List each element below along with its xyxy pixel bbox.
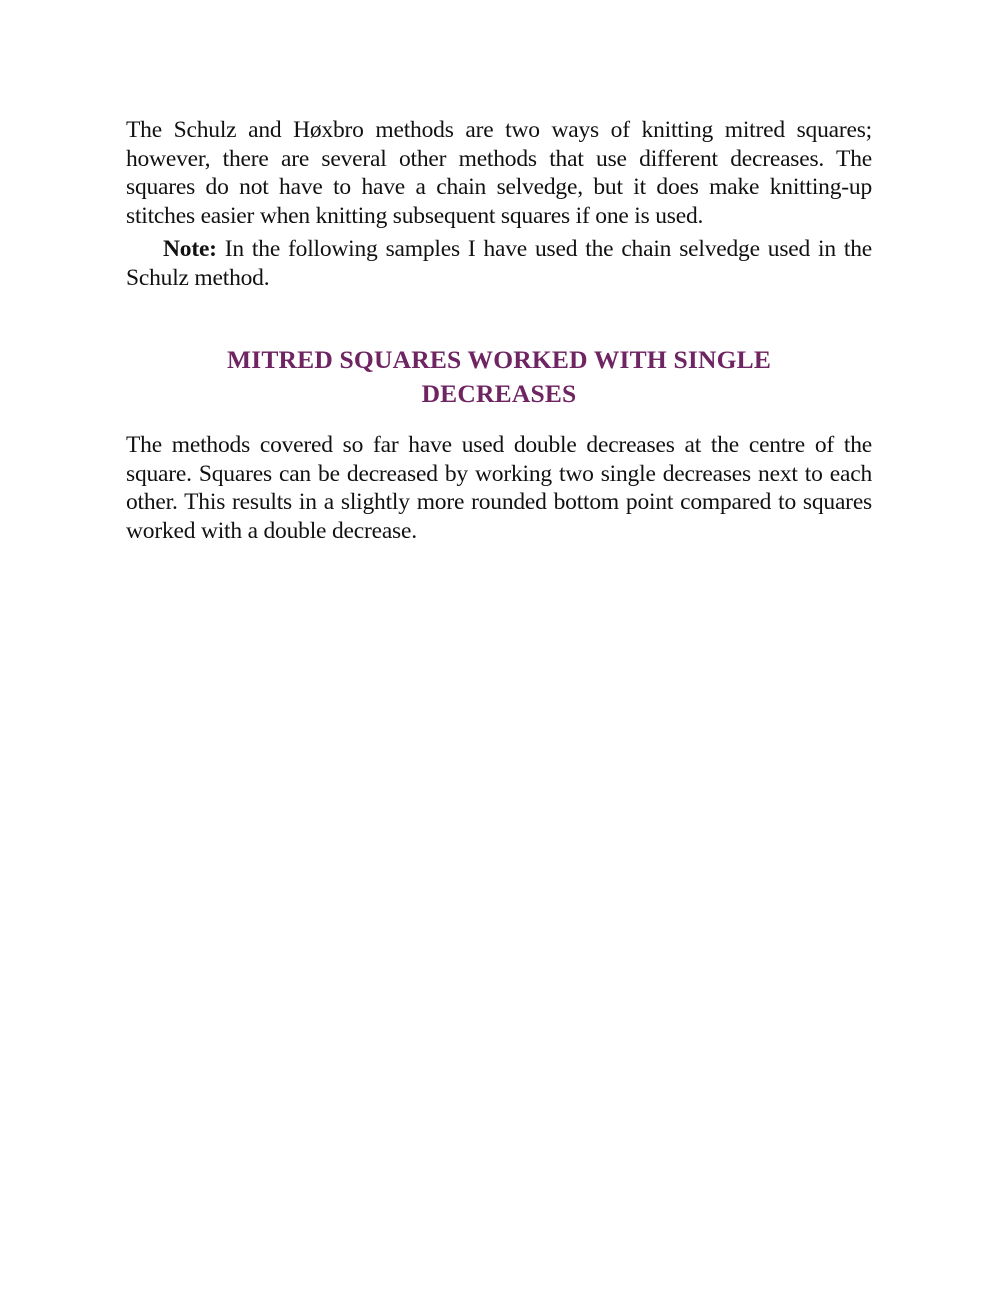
note-paragraph <box>126 235 872 292</box>
section-body-paragraph: The methods covered so far have used double decreases at the centre of the square. Squares can be decreased by working two single decreases next to each other. This results in a slightly more rounded bottom point compared to squares worked with a double decrease. <box>126 432 872 544</box>
document-page <box>126 116 872 545</box>
intro-paragraph: The Schulz and Høxbro methods are two ways of knitting mitred squares; however, there are several other methods that use different decreases. The squares do not have to have a chain selvedge, but it does make knitting-up stitches easier when knitting subsequent squares if one is used. <box>126 117 872 229</box>
note-label: Note: <box>163 236 217 262</box>
section-heading: MITRED SQUARES WORKED WITH SINGLE DECREASES <box>226 345 772 408</box>
note-text: In the following samples I have used the chain selvedge used in the Schulz method. <box>126 236 872 291</box>
